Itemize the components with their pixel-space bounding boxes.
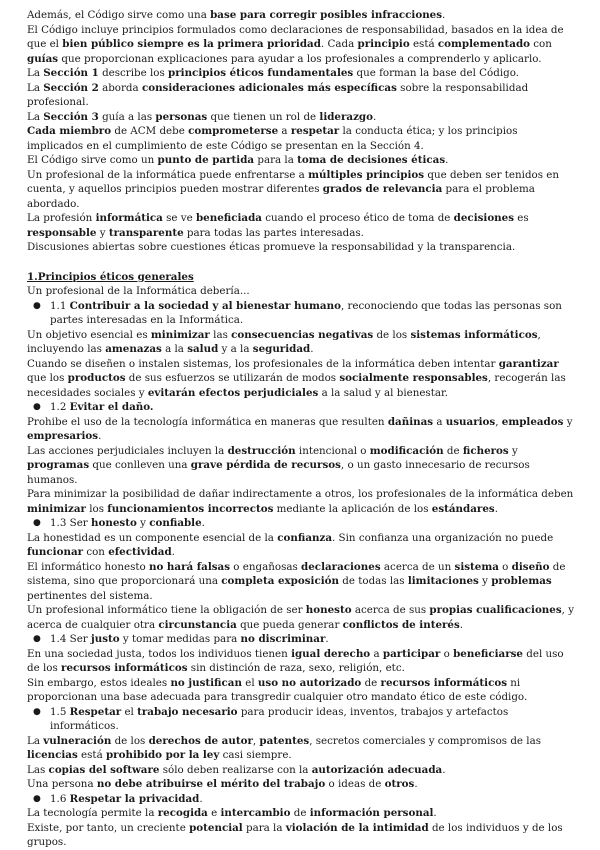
text-run: Discusiones abiertas sobre cuestiones éticas promueve la responsabilidad y la transparencia. [27,241,516,253]
bold-text: intercambio [220,807,291,819]
bold-text: confiable [149,517,202,529]
bold-text: beneficiada [195,212,262,224]
text-run: está [409,38,438,50]
text-run: La profesión [27,212,96,224]
text-run: , y acerca de cualquier otra [27,604,575,631]
bold-text: programas [27,459,90,471]
body-paragraph [27,444,575,488]
bold-text: Contribuir a la sociedad y al bienestar humano [69,299,341,312]
text-run: o engañosas [230,560,302,573]
text-run: y tomar medidas para [119,633,241,645]
bold-text: evitarán efectos perjudiciales [147,386,319,399]
text-run: Un profesional informático tiene la obligación de ser [27,604,306,616]
text-run: los [85,502,108,515]
text-run: Para minimizar la posibilidad de dañar indirectamente a otros, los profesionales de la informática deben [27,488,574,500]
text-run: el [241,676,258,689]
bold-text: funcionamientos incorrectos [107,502,274,515]
bold-text: autorización adecuada [311,763,443,776]
bold-text: otros [384,778,415,790]
body-paragraph [27,763,575,778]
bold-text: grados de relevancia [322,183,443,195]
bold-text: sistemas informáticos [410,328,538,341]
text-run: , secretos comerciales y compromisos de las [309,734,541,747]
text-run: de los [373,328,411,341]
text-run: . [373,110,377,123]
bold-text: garantizar [498,357,559,370]
bold-text: transparente [108,226,184,239]
text-run: Además, el Código sirve como una [27,9,211,21]
text-run: , recogerán las necesidades sociales y [27,372,566,399]
bold-text: no hará falsas [148,560,231,573]
text-run: a la salud y al bienestar. [318,386,449,399]
text-run: 1.6 [50,792,70,805]
text-run: 1.1 [50,299,70,312]
principle-list-item [27,792,575,807]
text-run: Una persona [27,778,97,790]
bold-text: vulneración [43,734,112,747]
body-paragraph [27,110,575,125]
bold-text: comprometerse [188,125,279,137]
text-run: La [27,67,44,79]
text-run: La tecnología permite la [27,807,158,819]
bold-text: grave pérdida de recursos [190,459,341,471]
text-run: En una sociedad justa, todos los individuos tienen [27,647,292,660]
text-run: a la [161,343,188,355]
text-run: y [478,575,492,587]
text-run: y [508,444,518,457]
text-run: que conlleven una [89,459,191,471]
bold-text: limitaciones [407,575,479,587]
principle-list-item [27,705,575,734]
bold-text: responsable [27,226,97,239]
text-run: , incluyendo las [27,328,541,355]
body-paragraph [27,647,575,676]
bold-text: honesto [305,604,352,616]
text-run: de [361,676,381,689]
bold-text: no justifican [170,676,242,689]
text-run: con [530,38,552,50]
bold-text: no discriminar [240,633,326,645]
bold-text: problemas [491,575,552,587]
bold-text: respetar [290,125,340,137]
bold-text: consideraciones adicionales más específicas [141,81,397,94]
text-run: . [442,9,446,21]
text-run: . [310,343,314,355]
body-paragraph [27,357,575,401]
bold-text: punto de partida [157,154,255,166]
body-paragraph [27,777,575,792]
text-run: e [207,807,221,819]
paragraph-gap [27,255,575,270]
text-run: de los [111,734,149,747]
bold-text: Respetar la privacidad [69,792,200,805]
text-run: Un objetivo esencial es [27,328,151,341]
bold-text: uso no autorizado [257,676,362,689]
text-run: está [77,749,106,761]
text-run: de sistema, sino que proporcionará una [27,560,566,587]
text-run: y a la [218,343,253,355]
bold-text: amenazas [105,343,162,355]
text-run: . [433,807,437,819]
text-run: para el problema abordado. [27,183,535,210]
text-run: y [563,415,573,428]
text-run: . [445,154,449,166]
bold-text: base para corregir posibles infracciones [210,9,443,21]
text-run: pertinentes del sistema. [27,589,153,602]
text-run: intencional o [295,444,370,457]
bullet-icon: ● [33,706,41,717]
text-run: de los individuos y de los grupos. [27,821,563,848]
text-run: de todas las [339,575,408,587]
section-heading [27,270,575,285]
text-run: cuando el proceso ético de toma de [261,212,454,224]
text-run: El Código sirve como un [27,154,158,166]
bold-text: declaraciones [301,560,381,573]
text-run: a [370,647,383,660]
body-paragraph [27,81,575,110]
bold-text: recogida [157,807,208,819]
text-run: para producir ideas, inventos, trabajos y artefactos informáticos. [50,705,509,732]
document-page [27,8,575,850]
text-run: acerca de sus [351,604,430,616]
body-paragraph [27,211,575,240]
principle-list-item [27,516,575,531]
bold-text: socialmente responsables [339,372,488,384]
bold-text: múltiples principios [308,168,425,181]
bold-text: funcionar [27,546,84,558]
text-run: . [442,763,446,776]
text-run: o [498,560,512,573]
text-run: Sin embargo, estos ideales [27,676,171,689]
text-run: La honestidad es un componente esencial de la [27,531,278,544]
text-run: Las acciones perjudiciales incluyen la [27,444,228,457]
text-run: que los [27,372,68,384]
body-paragraph [27,124,575,153]
text-run: . [325,633,329,645]
text-run: para la [242,821,286,834]
body-paragraph [27,240,575,255]
text-run: guía a las [98,110,156,123]
bold-text: diseño [511,560,550,573]
bold-text: licencias [27,749,78,761]
text-run: . [199,792,203,805]
bold-text: patentes [259,734,310,747]
bold-text: igual derecho [291,647,371,660]
bold-text: participar [382,647,441,660]
text-run: 1.5 [50,705,70,718]
text-run: y [96,226,109,239]
text-run: que tienen un rol de [207,110,320,123]
text-run: de ACM debe [111,125,189,137]
bold-text: productos [67,372,126,384]
body-paragraph [27,23,575,67]
text-run: se ve [162,212,196,224]
text-run: . Cada [320,38,358,50]
body-paragraph [27,284,575,299]
bold-text: bien público siempre es la primera prioridad [62,38,321,50]
body-paragraph [27,168,575,212]
bullet-icon: ● [33,518,41,528]
text-run: acerca de un [380,560,455,573]
bold-text: Sección 3 [43,110,99,123]
bold-text: Cada miembro [27,125,112,137]
bold-text: copias del software [48,763,160,776]
body-paragraph [27,153,575,168]
bold-text: Respetar [69,705,122,718]
body-paragraph [27,821,575,850]
text-run: de [290,807,310,819]
bold-text: circunstancia [158,618,237,631]
bold-text: minimizar [27,502,86,515]
bold-text: Evitar el daño. [69,401,154,413]
text-run: la conducta ética; y los principios implicados en el cumplimiento de este Código se presentan en la Sección 4. [27,125,518,152]
bold-text: principio [357,38,410,50]
bold-text: usuarios [445,415,496,428]
bold-text: empleados [501,415,564,428]
bold-text: potencial [189,821,243,834]
text-run: , reconociendo que todas las personas son partes interesadas en la Informática. [50,299,562,326]
text-run: describe los [98,67,169,79]
bullet-icon: ● [33,634,41,644]
text-run: 1.2 [50,401,70,413]
bold-text: destrucción [227,444,296,457]
text-run: , [252,734,260,747]
text-run: Las [27,763,49,776]
body-paragraph [27,603,575,632]
text-run: Existe, por tanto, un creciente [27,821,190,834]
text-run: El informático honesto [27,560,149,573]
bold-text: principios éticos fundamentales [168,67,354,79]
text-run: 1.3 Ser [50,517,91,529]
bold-text: consecuencias negativas [231,328,374,341]
body-paragraph [27,487,575,516]
text-run: Un profesional de la Informática debería... [27,285,250,297]
bold-text: dañinas [387,415,434,428]
bold-text: no debe atribuirse el mérito del trabajo [96,778,326,790]
body-paragraph [27,806,575,821]
text-run: a [278,125,291,137]
bold-text: completa exposición [221,575,339,587]
text-run: el [121,705,138,718]
body-paragraph [27,531,575,560]
text-run: 1.4 Ser [50,633,91,645]
bold-text: derechos de autor [148,734,253,747]
bold-text: conflictos de interés [342,618,460,631]
text-run: Prohibe el uso de la tecnología informática en maneras que resulten [27,415,388,428]
bold-text: recursos informáticos [380,676,508,689]
text-run: aborda [98,81,142,94]
body-paragraph [27,415,575,444]
text-run: que deben ser tenidos en cuenta, y aquellos principios pueden mostrar diferentes [27,168,560,195]
text-run: que pueda generar [236,618,343,631]
bold-text: decisiones [453,212,515,224]
bold-text: salud [187,343,219,355]
text-run: sólo deben realizarse con la [159,763,312,776]
text-run: mediante la aplicación de los [273,502,432,515]
text-run: . [459,618,464,631]
principle-list-item [27,299,575,328]
bullet-icon: ● [33,300,41,311]
text-run: sobre la responsabilidad profesional. [27,81,529,108]
bold-text: personas [155,110,208,123]
bullet-icon: ● [33,402,41,412]
text-run: o ideas de [325,778,385,790]
text-run: . [494,502,498,515]
bold-text: seguridad [252,343,311,355]
bold-text: prohibido por la ley [105,749,220,761]
text-run: que forman la base del Código. [353,67,520,79]
bold-text: minimizar [150,328,210,341]
bold-text: honesto [91,517,137,529]
bold-text: estándares [431,502,495,515]
text-run: . Sin confianza una organización no puede [332,531,554,544]
bold-text: sistema [454,560,499,573]
body-paragraph [27,560,575,604]
text-run: . [171,546,175,558]
bold-text: ficheros [462,444,509,457]
text-run: , [495,415,502,428]
bullet-icon: ● [33,793,41,804]
text-run: La [27,110,44,123]
bold-text: trabajo necesario [137,705,238,718]
bold-text: beneficiarse [453,647,523,660]
text-run: de sus esfuerzos se utilizarán de modos [125,372,340,384]
bold-text: liderazgo [319,110,373,123]
bold-text: efectividad [108,546,172,558]
bold-text: empresarios [27,430,99,442]
text-run: o [440,647,454,660]
text-run: Cuando se diseñen o instalen sistemas, los profesionales de la informática deben intentar [27,357,499,370]
bold-text: propias cualificaciones [429,604,562,616]
text-run: para todas las partes interesadas. [183,226,364,239]
text-run: sin distinción de raza, sexo, religión, etc. [187,662,405,674]
text-run: es [514,212,529,224]
text-run: . [414,778,418,790]
text-run: ni proporcionan una base adecuada para transgredir cualquier otro mandato ético de este código. [27,676,528,703]
bold-text: 1.Principios éticos generales [27,270,194,283]
text-run: de [443,444,463,457]
principle-list-item [27,400,575,415]
text-run: El Código incluye principios formulados como declaraciones de responsabilidad, basados en la idea de que el [27,23,564,50]
text-run: La [27,734,44,747]
text-run: las [209,328,232,341]
text-run: para la [254,154,298,166]
text-run: . [98,430,102,442]
bold-text: complementado [437,38,531,50]
text-run: , o un gasto innecesario de recursos humanos. [27,459,530,486]
bold-text: confianza [277,531,333,544]
body-paragraph [27,328,575,357]
text-run: del uso de los [27,647,564,674]
bold-text: violación de la intimidad [285,821,429,834]
text-run: y [136,517,150,529]
body-paragraph [27,66,575,81]
bold-text: justo [91,633,120,645]
text-run: que proporcionan explicaciones para ayudar a los profesionales a comprenderlo y aplicarlo. [58,52,542,65]
bold-text: guías [27,52,59,65]
bold-text: Sección 1 [43,67,99,79]
body-paragraph [27,734,575,763]
body-paragraph [27,8,575,23]
bold-text: toma de decisiones éticas [297,154,446,166]
text-run: . [201,517,205,529]
text-run: Un profesional de la informática puede enfrentarse a [27,168,309,181]
text-run: casi siempre. [219,749,292,761]
text-run: La [27,81,44,94]
bold-text: Sección 2 [43,81,99,94]
body-paragraph [27,676,575,705]
bold-text: información personal [309,807,434,819]
bold-text: informática [95,212,163,224]
text-run: a [433,415,446,428]
principle-list-item [27,632,575,647]
text-run: con [83,546,109,558]
bold-text: modificación [369,444,444,457]
bold-text: recursos informáticos [61,662,188,674]
